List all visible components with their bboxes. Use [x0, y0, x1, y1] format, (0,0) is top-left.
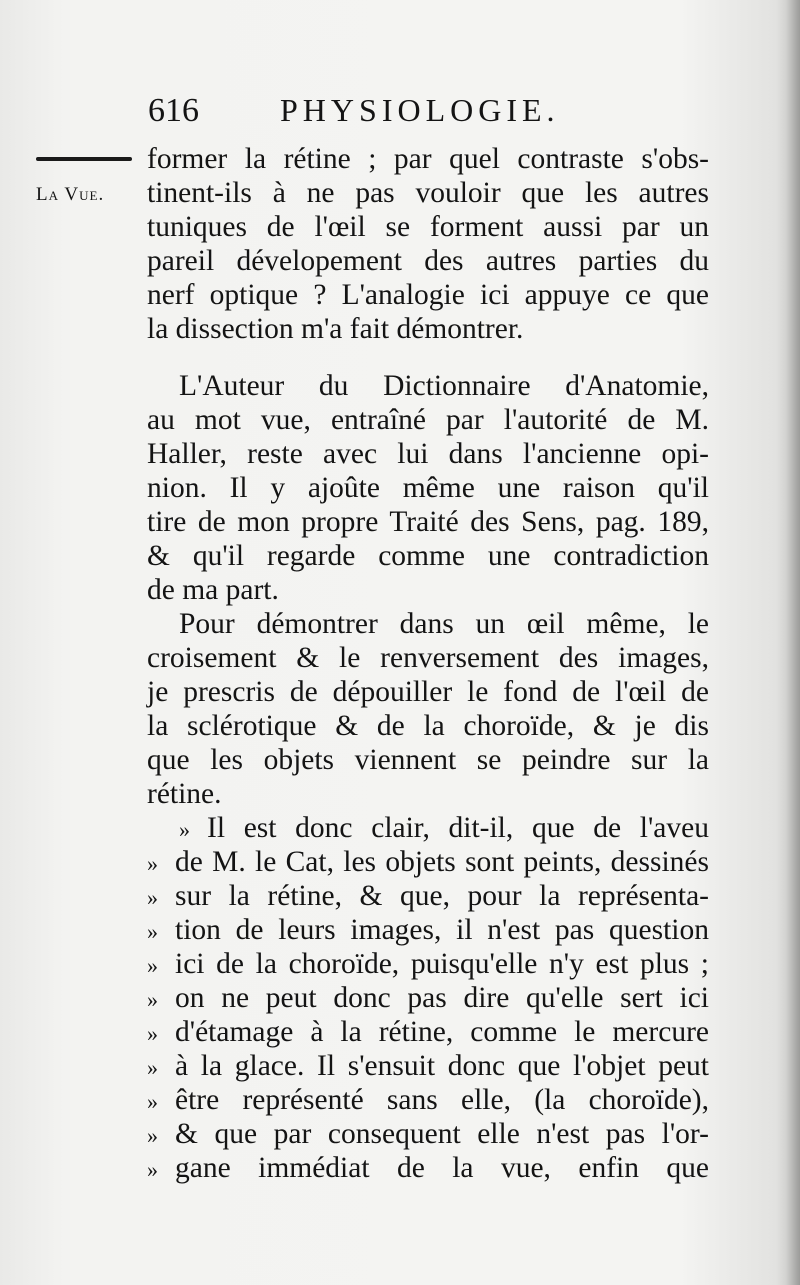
text-line: je prescris de dépouiller le fond de l'œil de: [147, 676, 709, 708]
quote-line: [147, 1083, 709, 1117]
page-gutter-shadow: [786, 0, 800, 1285]
quote-text: tion de leurs images, il n'est pas question: [175, 914, 709, 946]
quote-text: à la glace. Il s'ensuit donc que l'objet peut: [175, 1050, 709, 1082]
text-line: nion. Il y ajoûte même une raison qu'il: [147, 472, 709, 504]
quote-mark: »: [147, 1157, 158, 1182]
text-line: tuniques de l'œil se forment aussi par un: [147, 211, 709, 243]
text-line: nerf optique ? L'analogie ici appuye ce que: [147, 279, 709, 311]
quote-mark: »: [147, 1123, 158, 1148]
quote-mark: »: [147, 1021, 158, 1046]
text-line: la sclérotique & de la choroïde, & je dis: [147, 710, 709, 742]
text-line: tire de mon propre Traité des Sens, pag. 189,: [147, 506, 709, 538]
quote-text: d'étamage à la rétine, comme le mercure: [175, 1016, 709, 1048]
quote-line: [147, 879, 709, 913]
quote-mark: »: [147, 851, 158, 876]
text-line: que les objets viennent se peindre sur la: [147, 744, 709, 776]
quote-mark: »: [147, 1055, 158, 1080]
quote-mark: »: [147, 987, 158, 1012]
text-line: Haller, reste avec lui dans l'ancienne opi-: [147, 438, 709, 470]
body-text: [147, 142, 709, 1185]
text-line: croisement & le renversement des images,: [147, 642, 709, 674]
quote-text: gane immédiat de la vue, enfin que: [175, 1152, 709, 1184]
page-header: [148, 92, 708, 136]
text-line: de ma part.: [147, 574, 279, 606]
quote-text: être représenté sans elle, (la choroïde),: [175, 1084, 709, 1116]
quote-mark: »: [147, 919, 158, 944]
paragraph-gap: [147, 346, 709, 369]
quote-mark: »: [147, 953, 158, 978]
quote-line: [147, 1151, 709, 1185]
text-line: tinent-ils à ne pas vouloir que les autres: [147, 177, 709, 209]
text-line: pareil dévelopement des autres parties du: [147, 245, 709, 277]
quote-mark: »: [179, 817, 190, 842]
quote-line: [147, 811, 709, 845]
quote-line: [147, 913, 709, 947]
quote-line: [147, 981, 709, 1015]
quote-line: [147, 1015, 709, 1049]
text-line: former la rétine ; par quel contraste s'obs-: [147, 143, 709, 175]
margin-note: La Vue.: [36, 184, 105, 205]
quote-mark: »: [147, 1089, 158, 1114]
margin-rule: [36, 157, 132, 161]
text-line: Pour démontrer dans un œil même, le: [179, 608, 709, 640]
quote-line: [147, 845, 709, 879]
quote-text: sur la rétine, & que, pour la représenta-: [175, 880, 709, 912]
quote-text: Il est donc clair, dit-il, que de l'aveu: [207, 812, 709, 844]
text-line: rétine.: [147, 778, 222, 810]
running-head: PHYSIOLOGIE.: [280, 92, 560, 128]
text-line: & qu'il regarde comme une contradiction: [147, 540, 709, 572]
quote-text: de M. le Cat, les objets sont peints, dessinés: [175, 846, 709, 878]
quote-line: [147, 947, 709, 981]
quote-text: ici de la choroïde, puisqu'elle n'y est plus ;: [175, 948, 709, 980]
text-line: au mot vue, entraîné par l'autorité de M.: [147, 404, 709, 436]
text-line: L'Auteur du Dictionnaire d'Anatomie,: [179, 370, 709, 402]
quote-text: & que par consequent elle n'est pas l'or-: [175, 1118, 709, 1150]
quote-line: [147, 1117, 709, 1151]
quote-line: [147, 1049, 709, 1083]
quote-mark: »: [147, 885, 158, 910]
quote-text: on ne peut donc pas dire qu'elle sert ici: [175, 982, 709, 1014]
text-line: la dissection m'a fait démontrer.: [147, 313, 524, 345]
page-number: 616: [148, 92, 199, 129]
